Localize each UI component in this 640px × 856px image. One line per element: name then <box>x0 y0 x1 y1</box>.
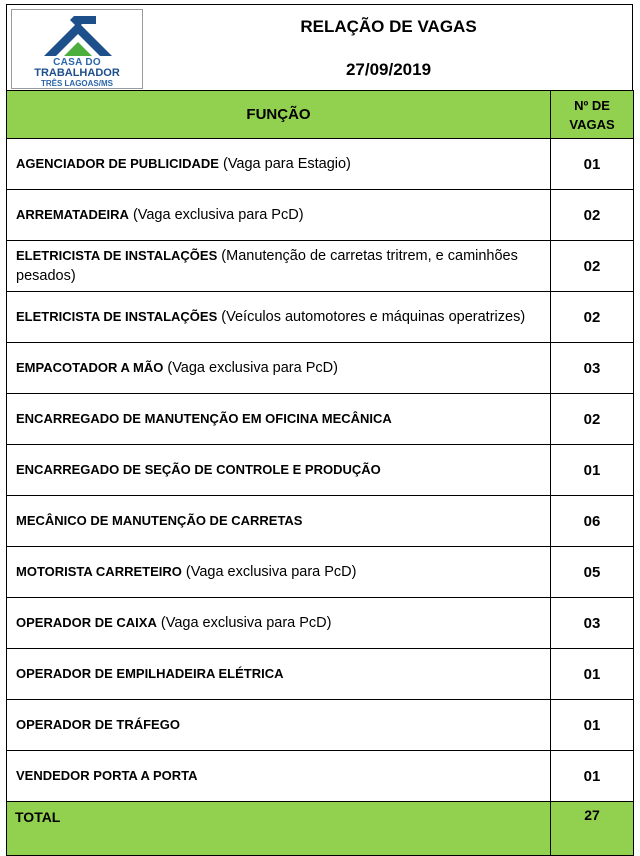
table-row <box>7 190 634 241</box>
function-cell <box>7 649 551 700</box>
job-vacancies-sheet <box>6 4 633 856</box>
total-label: TOTAL <box>7 802 551 856</box>
function-note: (Vaga exclusiva para PcD) <box>185 564 357 580</box>
house-logo-icon <box>34 14 122 58</box>
vacancy-count: 01 <box>551 700 634 751</box>
function-cell <box>7 598 551 649</box>
table-row <box>7 496 634 547</box>
function-cell <box>7 445 551 496</box>
logo-line-3: TRÊS LAGOAS/MS <box>40 79 113 88</box>
vacancy-count: 01 <box>551 751 634 802</box>
function-note: (Vaga para Estagio) <box>223 156 351 172</box>
sheet-header <box>6 4 633 90</box>
table-row <box>7 241 634 292</box>
function-name: VENDEDOR PORTA A PORTA <box>16 768 198 783</box>
table-body <box>7 139 634 802</box>
page-date: 27/09/2019 <box>345 60 432 79</box>
function-name: EMPACOTADOR A MÃO <box>16 360 164 375</box>
total-row <box>7 802 634 856</box>
table-row <box>7 394 634 445</box>
function-note: (Veículos automotores e máquinas operatrizes) <box>221 309 526 325</box>
vacancy-count: 02 <box>551 241 634 292</box>
table-header-row <box>7 91 634 139</box>
vacancy-count: 03 <box>551 343 634 394</box>
function-name: OPERADOR DE CAIXA <box>16 615 157 630</box>
logo-line-2: TRABALHADOR <box>34 67 120 79</box>
vacancy-count: 01 <box>551 139 634 190</box>
function-note: (Vaga exclusiva para PcD) <box>132 207 304 223</box>
function-cell <box>7 139 551 190</box>
function-name: ELETRICISTA DE INSTALAÇÕES <box>16 309 218 324</box>
total-value: 27 <box>551 802 634 856</box>
function-cell <box>7 547 551 598</box>
function-cell <box>7 292 551 343</box>
table-row <box>7 139 634 190</box>
function-cell <box>7 394 551 445</box>
function-note: (Vaga exclusiva para PcD) <box>160 615 332 631</box>
function-name: OPERADOR DE EMPILHADEIRA ELÉTRICA <box>16 666 284 681</box>
table-row <box>7 598 634 649</box>
function-cell <box>7 496 551 547</box>
function-cell <box>7 343 551 394</box>
vacancy-count: 02 <box>551 292 634 343</box>
vacancy-count: 01 <box>551 649 634 700</box>
vacancy-count: 03 <box>551 598 634 649</box>
casa-do-trabalhador-logo <box>11 9 143 89</box>
function-name: AGENCIADOR DE PUBLICIDADE <box>16 156 219 171</box>
count-column-header: Nº DE VAGAS <box>551 91 634 139</box>
vacancy-count: 01 <box>551 445 634 496</box>
function-name: MECÂNICO DE MANUTENÇÃO DE CARRETAS <box>16 513 303 528</box>
table-row <box>7 700 634 751</box>
table-row <box>7 649 634 700</box>
vacancies-table <box>6 90 634 856</box>
function-cell <box>7 190 551 241</box>
function-column-header: FUNÇÃO <box>7 91 551 139</box>
vacancy-count: 02 <box>551 190 634 241</box>
function-name: ENCARREGADO DE SEÇÃO DE CONTROLE E PRODUÇÃO <box>16 462 381 477</box>
function-name: MOTORISTA CARRETEIRO <box>16 564 182 579</box>
table-row <box>7 547 634 598</box>
function-note: (Manutenção de carretas tritrem, e caminhões pesados) <box>16 248 518 284</box>
function-name: ARREMATADEIRA <box>16 207 129 222</box>
function-cell <box>7 751 551 802</box>
function-name: ELETRICISTA DE INSTALAÇÕES <box>16 248 218 263</box>
vacancy-count: 06 <box>551 496 634 547</box>
page-title: RELAÇÃO DE VAGAS <box>300 17 477 36</box>
vacancy-count: 05 <box>551 547 634 598</box>
table-row <box>7 445 634 496</box>
table-row <box>7 292 634 343</box>
table-row <box>7 343 634 394</box>
table-row <box>7 751 634 802</box>
function-cell <box>7 700 551 751</box>
function-name: OPERADOR DE TRÁFEGO <box>16 717 180 732</box>
function-cell <box>7 241 551 292</box>
logo-line-1: CASA DO <box>53 57 101 68</box>
function-note: (Vaga exclusiva para PcD) <box>167 360 338 376</box>
vacancy-count: 02 <box>551 394 634 445</box>
function-name: ENCARREGADO DE MANUTENÇÃO EM OFICINA MECÂNICA <box>16 411 392 426</box>
